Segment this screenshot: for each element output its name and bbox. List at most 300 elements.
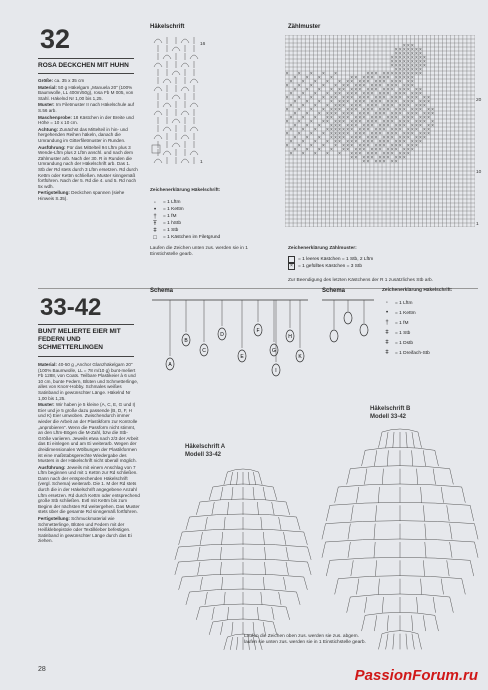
svg-text:×: ×: [366, 158, 370, 164]
svg-text:×: ×: [386, 118, 390, 124]
svg-text:×: ×: [410, 94, 415, 100]
svg-text:×: ×: [354, 102, 358, 108]
svg-text:×: ×: [378, 122, 382, 128]
chain-icon: ◦: [153, 199, 157, 206]
empty-square-icon: [288, 256, 295, 263]
svg-text:×: ×: [418, 50, 423, 56]
svg-text:×: ×: [374, 86, 378, 92]
svg-text:×: ×: [354, 98, 358, 104]
legend-item: = 1 Lftm: [163, 200, 181, 205]
legend-title: Zeichenerklärung Häkelschrift:: [150, 188, 221, 193]
svg-text:×: ×: [426, 110, 431, 116]
row-number: 10: [476, 170, 482, 175]
svg-text:×: ×: [337, 114, 342, 120]
instruction-paragraph: Muster: Wir haben je 5 kleine (A, C, E, G und I) Eier und je 5 große dazu passende (B, D, F, H und K) Eier umwoben. Zwischendurch immer wieder die Arbeit an der Plastikform zur Kontrolle „anprobieren“. Wenn die Passform nicht stimmt, an den Lftm-Bögen die M-Zahl, bzw die Stb-Größe variieren. Jeweils etwa nach 2/3 der Arbeit das Ei einlegen und am Ei weiterarb. Wegen der dreidimensionalen Wölbungen der Plastikformen ist eine maßstabsgerechte Wiedergabe des Musters in der Häkelschrift nicht überall möglich.: [38, 402, 139, 464]
svg-text:×: ×: [418, 134, 423, 140]
svg-text:×: ×: [406, 66, 410, 72]
svg-text:×: ×: [370, 86, 374, 92]
svg-text:×: ×: [337, 78, 342, 84]
chart-b-title: Häkelschrift B: [370, 406, 411, 412]
svg-text:×: ×: [325, 138, 330, 144]
svg-text:×: ×: [333, 134, 338, 140]
legend: [150, 199, 220, 241]
svg-text:×: ×: [378, 130, 382, 136]
svg-text:×: ×: [345, 114, 350, 120]
svg-text:×: ×: [394, 146, 398, 152]
svg-text:×: ×: [374, 118, 378, 124]
svg-text:×: ×: [422, 54, 427, 60]
svg-text:×: ×: [402, 122, 406, 128]
svg-text:×: ×: [309, 118, 313, 124]
instruction-paragraph: Ausführung: Für das Mittelteil 94 Lftm plus 3 Wende-Lftm plus 2 Lftm anschl. und nach dem Zählmuster arb. Nach der 30. R in Runden die Umrandung nach der Häkelschrift arb. Das 1. Stb der Rd stets durch 3 Lftm ersetzen. Rd durch Kettm oder Kettm schließen. Muster sinngemäß fortführen. Nach der 5. Rd die 4. und 5. Rd noch 5x wdh.: [38, 144, 138, 189]
svg-text:×: ×: [406, 142, 410, 148]
row-number: 1: [200, 160, 203, 165]
svg-text:×: ×: [341, 82, 346, 88]
svg-text:×: ×: [354, 150, 358, 156]
svg-text:×: ×: [366, 138, 370, 144]
legend-note: Laufen die Zeichen unten zus. werden sie in 1 Einstichstelle gearb.: [150, 246, 248, 257]
counting-legend-title: Zeichenerklärung Zählmuster:: [288, 246, 357, 251]
filled-square-icon: ×: [288, 263, 295, 270]
svg-text:×: ×: [354, 106, 358, 112]
svg-text:×: ×: [386, 130, 390, 136]
svg-text:×: ×: [414, 86, 419, 92]
svg-text:×: ×: [313, 126, 317, 132]
svg-text:×: ×: [378, 114, 382, 120]
svg-text:×: ×: [386, 98, 390, 104]
svg-text:×: ×: [350, 90, 354, 96]
svg-text:×: ×: [337, 122, 342, 128]
svg-text:×: ×: [382, 90, 386, 96]
svg-text:×: ×: [414, 66, 419, 72]
svg-text:×: ×: [362, 146, 366, 152]
svg-text:×: ×: [329, 98, 334, 104]
svg-text:×: ×: [354, 154, 358, 160]
svg-text:×: ×: [394, 78, 398, 84]
svg-text:×: ×: [366, 110, 370, 116]
counting-note: Zur Beendigung des letzten Kästchens der R 1 zusätzliches Stb arb.: [288, 278, 434, 283]
svg-text:×: ×: [358, 126, 362, 132]
section-title: BUNT MELIERTE EIER MIT FEDERN UND SCHMETTERLINGEN: [38, 328, 121, 351]
svg-text:×: ×: [402, 58, 406, 64]
svg-text:×: ×: [414, 58, 419, 64]
svg-text:×: ×: [305, 122, 309, 128]
svg-text:×: ×: [362, 114, 366, 120]
svg-text:×: ×: [374, 146, 378, 152]
svg-text:×: ×: [382, 138, 386, 144]
svg-text:×: ×: [366, 122, 370, 128]
svg-text:×: ×: [313, 90, 317, 96]
svg-text:×: ×: [378, 78, 382, 84]
svg-text:×: ×: [410, 70, 415, 76]
svg-text:×: ×: [418, 54, 423, 60]
legend-item: = 1 leeres Kästchen = 1 Stb, 2 Lftm: [298, 257, 374, 262]
title-rule: [38, 73, 134, 74]
svg-text:×: ×: [410, 146, 415, 152]
svg-text:×: ×: [374, 158, 378, 164]
svg-text:×: ×: [358, 130, 362, 136]
svg-text:×: ×: [341, 110, 346, 116]
svg-text:×: ×: [289, 138, 293, 144]
svg-text:×: ×: [362, 98, 366, 104]
svg-text:×: ×: [402, 42, 406, 48]
svg-text:×: ×: [358, 150, 362, 156]
svg-text:×: ×: [362, 106, 366, 112]
svg-text:×: ×: [394, 94, 398, 100]
svg-text:×: ×: [333, 122, 338, 128]
svg-text:×: ×: [410, 90, 415, 96]
svg-text:×: ×: [350, 74, 354, 80]
svg-text:×: ×: [418, 102, 423, 108]
svg-text:×: ×: [354, 134, 358, 140]
svg-text:×: ×: [390, 126, 394, 132]
instructions-text: [38, 78, 138, 202]
svg-text:×: ×: [333, 110, 338, 116]
svg-text:×: ×: [422, 118, 427, 124]
svg-text:×: ×: [309, 106, 313, 112]
svg-text:×: ×: [341, 102, 346, 108]
svg-text:×: ×: [333, 90, 338, 96]
svg-text:×: ×: [301, 126, 305, 132]
svg-text:×: ×: [382, 70, 386, 76]
svg-text:×: ×: [406, 54, 410, 60]
svg-text:×: ×: [406, 102, 410, 108]
svg-text:×: ×: [390, 98, 394, 104]
svg-text:×: ×: [362, 138, 366, 144]
svg-text:×: ×: [386, 70, 390, 76]
instruction-paragraph: Maschenprobe: 18 Kästchen in der Breite und Höhe = 10 x 10 cm.: [38, 114, 134, 126]
svg-text:×: ×: [422, 110, 427, 116]
svg-text:×: ×: [418, 46, 423, 52]
svg-text:×: ×: [285, 94, 289, 100]
svg-text:×: ×: [345, 146, 350, 152]
instruction-paragraph: Fertigstellung: Deckchen spannen (siehe Hinweis S.35).: [38, 190, 125, 201]
schema-diagram: [320, 296, 376, 356]
svg-text:×: ×: [402, 118, 406, 124]
svg-text:×: ×: [394, 110, 398, 116]
svg-text:×: ×: [414, 134, 419, 140]
svg-text:×: ×: [358, 114, 362, 120]
svg-text:×: ×: [402, 146, 406, 152]
crochet-chart: [150, 33, 206, 165]
svg-text:×: ×: [345, 130, 350, 136]
crochet-chart-title: Häkelschrift: [150, 24, 185, 30]
svg-text:×: ×: [394, 62, 398, 68]
svg-text:×: ×: [350, 110, 354, 116]
instructions-text: [38, 362, 140, 545]
egg-label: G: [272, 348, 276, 354]
svg-text:×: ×: [317, 146, 322, 152]
svg-text:×: ×: [285, 82, 289, 88]
chart-note: Laufen die Zeichen oben zus. werden sie zus. abgem. laufen sie unten zus. werden sie in 1 Einstichstelle gearb.: [244, 634, 366, 645]
crochet-chart-b: [320, 422, 480, 662]
svg-text:×: ×: [350, 102, 354, 108]
svg-text:×: ×: [422, 62, 427, 68]
double-crochet-icon: ǂ: [153, 227, 157, 234]
svg-text:×: ×: [394, 50, 398, 56]
svg-text:×: ×: [398, 58, 402, 64]
svg-text:×: ×: [325, 118, 330, 124]
svg-text:×: ×: [402, 50, 406, 56]
svg-text:×: ×: [378, 126, 382, 132]
svg-text:×: ×: [410, 114, 415, 120]
svg-text:×: ×: [390, 70, 394, 76]
svg-text:×: ×: [382, 78, 386, 84]
svg-text:×: ×: [386, 122, 390, 128]
svg-text:×: ×: [301, 90, 305, 96]
svg-text:×: ×: [414, 94, 419, 100]
svg-text:×: ×: [394, 138, 398, 144]
svg-text:×: ×: [317, 110, 322, 116]
svg-text:×: ×: [337, 98, 342, 104]
svg-text:×: ×: [386, 138, 390, 144]
svg-text:×: ×: [378, 106, 382, 112]
svg-text:×: ×: [394, 66, 398, 72]
svg-text:×: ×: [333, 94, 338, 100]
svg-text:×: ×: [366, 106, 370, 112]
svg-text:×: ×: [345, 82, 350, 88]
schema-title: Schema: [322, 288, 346, 294]
svg-text:×: ×: [354, 90, 358, 96]
svg-text:×: ×: [370, 82, 374, 88]
svg-text:×: ×: [398, 86, 402, 92]
svg-text:×: ×: [354, 118, 358, 124]
svg-text:×: ×: [366, 142, 370, 148]
svg-text:×: ×: [297, 82, 301, 88]
svg-text:×: ×: [285, 70, 289, 76]
svg-text:×: ×: [366, 90, 370, 96]
row-number: 1: [476, 222, 479, 227]
svg-text:×: ×: [358, 110, 362, 116]
svg-text:×: ×: [366, 78, 370, 84]
svg-text:×: ×: [398, 126, 402, 132]
svg-text:×: ×: [418, 106, 423, 112]
svg-text:×: ×: [402, 130, 406, 136]
svg-text:×: ×: [418, 90, 423, 96]
svg-text:×: ×: [337, 106, 342, 112]
chart-b-subtitle: Modell 33-42: [370, 414, 407, 420]
svg-text:×: ×: [289, 102, 293, 108]
svg-text:×: ×: [325, 150, 330, 156]
chart-a-subtitle: Modell 33-42: [185, 452, 222, 458]
svg-text:×: ×: [337, 118, 342, 124]
svg-text:×: ×: [430, 118, 435, 124]
svg-text:×: ×: [329, 134, 334, 140]
svg-text:×: ×: [426, 126, 431, 132]
svg-text:×: ×: [374, 134, 378, 140]
svg-text:×: ×: [402, 70, 406, 76]
svg-text:×: ×: [402, 150, 406, 156]
svg-text:×: ×: [398, 50, 402, 56]
row-number: 20: [476, 98, 482, 103]
svg-text:×: ×: [382, 154, 386, 160]
svg-text:×: ×: [414, 126, 419, 132]
svg-text:×: ×: [358, 102, 362, 108]
svg-text:×: ×: [418, 66, 423, 72]
svg-text:×: ×: [406, 46, 410, 52]
svg-text:×: ×: [418, 62, 423, 68]
svg-text:×: ×: [394, 46, 398, 52]
svg-text:×: ×: [309, 82, 313, 88]
svg-text:×: ×: [358, 78, 362, 84]
svg-text:×: ×: [325, 78, 330, 84]
svg-text:×: ×: [325, 110, 330, 116]
svg-text:×: ×: [358, 86, 362, 92]
egg-label: C: [202, 348, 206, 354]
svg-text:×: ×: [382, 134, 386, 140]
svg-text:×: ×: [305, 134, 309, 140]
svg-text:×: ×: [293, 110, 297, 116]
svg-text:×: ×: [317, 122, 322, 128]
svg-text:×: ×: [390, 78, 394, 84]
egg-label: K: [298, 354, 302, 360]
svg-text:×: ×: [358, 134, 362, 140]
svg-text:×: ×: [394, 74, 398, 80]
instruction-paragraph: Ausführung: Jeweils mit einem Anschlag von 7 Lftm beginnen und mit 1 Kettm zur Rd schließen. Dann nach der entsprechenden Häkelschrift (vergl. Schema) weiterarb. Die 1. M der Rd stets durch die in der Häkelschrift angegebene Anzahl Lftm ersetzen. Rd durch Kettm oder entsprechend große Stb schließen. Evtl mit Kettm bis zum Beginn der nächsten Rd weitergehen. Das Muster stets über die gesamte Rd sinngemäß fortführen.: [38, 464, 140, 515]
svg-text:×: ×: [414, 90, 419, 96]
svg-text:×: ×: [317, 134, 322, 140]
svg-text:×: ×: [394, 90, 398, 96]
svg-text:×: ×: [345, 98, 350, 104]
svg-text:×: ×: [325, 114, 330, 120]
svg-text:×: ×: [386, 146, 390, 152]
svg-text:×: ×: [329, 114, 334, 120]
svg-text:×: ×: [362, 82, 366, 88]
legend-item: = 1 fM: [163, 214, 177, 219]
svg-text:×: ×: [382, 94, 386, 100]
svg-text:×: ×: [337, 134, 342, 140]
svg-text:×: ×: [370, 74, 374, 80]
svg-text:×: ×: [406, 110, 410, 116]
svg-text:×: ×: [394, 154, 398, 160]
svg-text:×: ×: [345, 126, 350, 132]
svg-text:×: ×: [358, 142, 362, 148]
svg-text:×: ×: [350, 118, 354, 124]
svg-text:×: ×: [406, 94, 410, 100]
svg-text:×: ×: [325, 102, 330, 108]
svg-text:×: ×: [414, 54, 419, 60]
svg-text:×: ×: [366, 134, 370, 140]
svg-text:×: ×: [366, 102, 370, 108]
svg-text:×: ×: [378, 142, 382, 148]
svg-text:×: ×: [394, 130, 398, 136]
svg-text:×: ×: [426, 98, 431, 104]
svg-text:×: ×: [406, 50, 410, 56]
svg-text:×: ×: [329, 86, 334, 92]
svg-text:×: ×: [406, 42, 410, 48]
svg-text:×: ×: [333, 118, 338, 124]
svg-text:×: ×: [374, 110, 378, 116]
svg-text:×: ×: [378, 90, 382, 96]
svg-text:×: ×: [378, 138, 382, 144]
svg-text:×: ×: [386, 154, 390, 160]
svg-text:×: ×: [321, 106, 326, 112]
svg-text:×: ×: [337, 90, 342, 96]
svg-text:×: ×: [430, 106, 435, 112]
svg-text:×: ×: [362, 126, 366, 132]
svg-text:×: ×: [402, 82, 406, 88]
svg-text:×: ×: [390, 110, 394, 116]
svg-text:×: ×: [297, 130, 301, 136]
triple-treble-icon: ǂ: [385, 350, 389, 356]
svg-text:×: ×: [390, 82, 394, 88]
svg-text:×: ×: [350, 106, 354, 112]
svg-text:×: ×: [418, 130, 423, 136]
svg-text:×: ×: [374, 82, 378, 88]
svg-text:×: ×: [410, 106, 415, 112]
svg-text:×: ×: [390, 130, 394, 136]
svg-text:×: ×: [406, 62, 410, 68]
svg-text:×: ×: [426, 130, 431, 136]
svg-text:×: ×: [382, 106, 386, 112]
instruction-paragraph: Material: 50 g Häkelgarn „Manuela 20“ (100% Baumwolle, LL 400m/50g), rosa Fb M 005, von Stahl. Häkelnd Nr 1,00 bis 1,25.: [38, 84, 134, 101]
svg-text:×: ×: [362, 90, 366, 96]
svg-text:×: ×: [366, 86, 370, 92]
svg-text:×: ×: [382, 74, 386, 80]
svg-text:×: ×: [366, 150, 370, 156]
svg-text:×: ×: [398, 138, 402, 144]
svg-text:×: ×: [374, 78, 378, 84]
svg-text:×: ×: [354, 122, 358, 128]
egg-label: F: [256, 328, 260, 334]
svg-text:×: ×: [382, 126, 386, 132]
svg-text:×: ×: [358, 98, 362, 104]
legend-item: = 1 Kettm: [163, 207, 184, 212]
svg-text:×: ×: [426, 122, 431, 128]
svg-text:×: ×: [394, 58, 398, 64]
slip-stitch-icon: •: [385, 310, 389, 316]
svg-text:×: ×: [329, 126, 334, 132]
svg-text:×: ×: [378, 146, 382, 152]
svg-text:×: ×: [394, 70, 398, 76]
svg-text:×: ×: [293, 146, 297, 152]
svg-text:×: ×: [362, 130, 366, 136]
egg-label: H: [288, 334, 292, 340]
instruction-paragraph: Größe: ca. 35 x 35 cm: [38, 78, 85, 83]
svg-text:×: ×: [398, 110, 402, 116]
instruction-paragraph: Fertigstellung: Schmuckmaterial wie Schmetterlinge, Blüten und Federn mit der Heißklebepistole oder Textilkleber befestigen. Satinband in gewünschter Länge durch das Ei ziehen.: [38, 516, 132, 544]
svg-text:×: ×: [333, 130, 338, 136]
svg-text:×: ×: [350, 78, 354, 84]
counting-chart: [285, 35, 475, 227]
svg-text:×: ×: [414, 62, 419, 68]
svg-text:×: ×: [309, 70, 313, 76]
svg-text:×: ×: [333, 142, 338, 148]
svg-text:×: ×: [398, 74, 402, 80]
svg-text:×: ×: [390, 118, 394, 124]
svg-text:×: ×: [390, 158, 394, 164]
svg-text:×: ×: [378, 110, 382, 116]
svg-text:×: ×: [410, 46, 415, 52]
section-number: 33-42: [40, 294, 102, 321]
svg-text:×: ×: [394, 158, 398, 164]
svg-text:×: ×: [390, 114, 394, 120]
svg-text:×: ×: [398, 154, 402, 160]
svg-text:×: ×: [289, 114, 293, 120]
svg-text:×: ×: [341, 118, 346, 124]
svg-text:×: ×: [418, 70, 423, 76]
svg-text:×: ×: [390, 86, 394, 92]
svg-text:×: ×: [285, 130, 289, 136]
svg-text:×: ×: [426, 114, 431, 120]
svg-text:×: ×: [374, 94, 378, 100]
svg-text:×: ×: [410, 50, 415, 56]
svg-text:×: ×: [406, 78, 410, 84]
svg-text:×: ×: [317, 86, 322, 92]
svg-text:×: ×: [422, 94, 427, 100]
legend-title: Zeichenerklärung Häkelschrift:: [382, 288, 453, 293]
svg-text:×: ×: [414, 118, 419, 124]
